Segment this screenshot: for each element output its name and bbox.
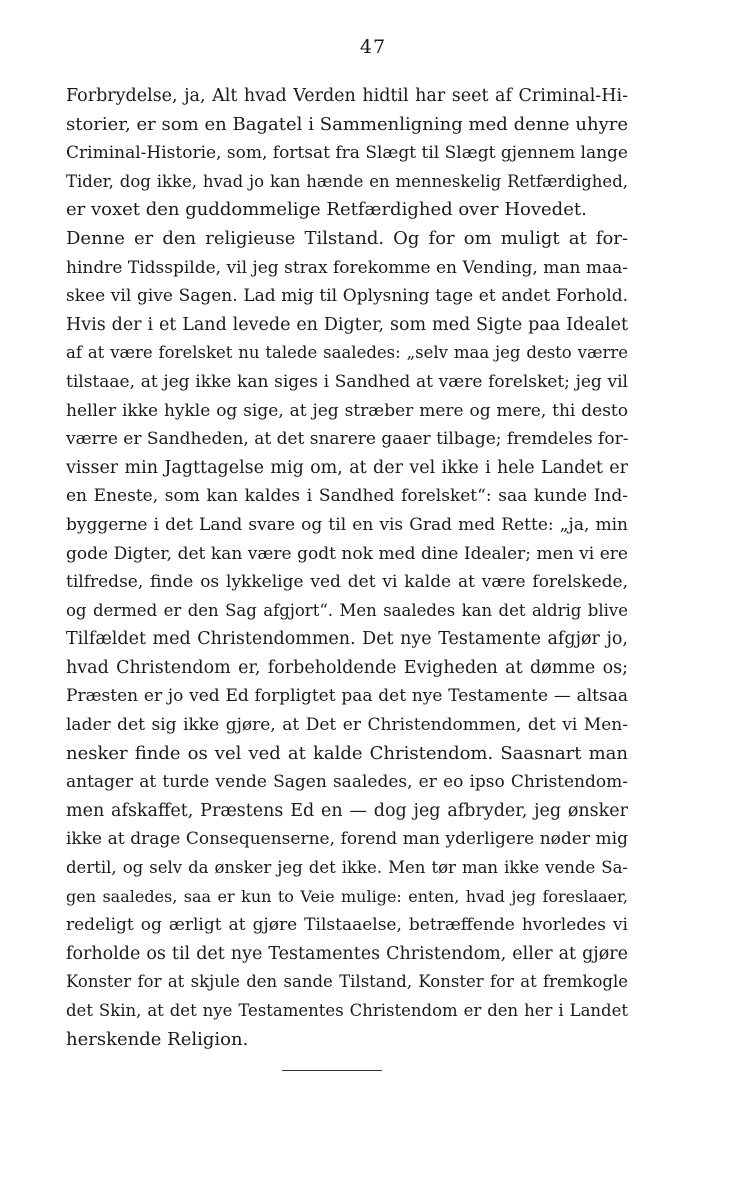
text-line: byggerne i det Land svare og til en vis Grad med Rette: „ja, min: [66, 514, 628, 535]
body-text: [66, 82, 628, 1054]
text-line: en Eneste, som kan kaldes i Sandhed forelsket“: saa kunde Ind-: [66, 486, 628, 507]
text-line: ikke at drage Consequenserne, forend man yderligere nøder mig: [66, 829, 628, 850]
text-line: visser min Jagttagelse mig om, at der vel ikke i hele Landet er: [66, 457, 628, 478]
text-line: Tilfældet med Christendommen. Det nye Testamente afgjør jo,: [66, 629, 628, 650]
text-line: af at være forelsket nu talede saaledes: „selv maa jeg desto værre: [66, 343, 628, 363]
text-line: nesker finde os vel ved at kalde Christendom. Saasnart man: [66, 742, 628, 764]
text-line: Denne er den religieuse Tilstand. Og for om muligt at for-: [66, 227, 628, 249]
text-line: dertil, og selv da ønsker jeg det ikke. Men tør man ikke vende Sa-: [66, 858, 628, 878]
text-line: herskende Religion.: [66, 1028, 249, 1050]
text-line: hvad Christendom er, forbeholdende Evigheden at dømme os;: [66, 657, 628, 678]
text-line: storier, er som en Bagatel i Sammenligning med denne uhyre: [66, 113, 628, 135]
text-line: men afskaffet, Præstens Ed en — dog jeg afbryder, jeg ønsker: [66, 800, 628, 821]
text-line: skee vil give Sagen. Lad mig til Oplysning tage et andet Forhold.: [66, 286, 628, 307]
text-line: værre er Sandheden, at det snarere gaaer tilbage; fremdeles for-: [66, 429, 628, 450]
text-line: det Skin, at det nye Testamentes Christendom er den her i Landet: [66, 1001, 628, 1020]
text-line: hindre Tidsspilde, vil jeg strax forekomme en Vending, man maa-: [66, 257, 628, 278]
page-number: 47: [359, 36, 387, 58]
text-line: gode Digter, det kan være godt nok med dine Idealer; men vi ere: [66, 543, 628, 564]
text-line: er voxet den guddommelige Retfærdighed over Hovedet.: [66, 199, 587, 221]
text-line: Præsten er jo ved Ed forpligtet paa det nye Testamente — altsaa: [66, 686, 628, 707]
text-line: Hvis der i et Land levede en Digter, som med Sigte paa Idealet: [66, 314, 628, 335]
text-line: gen saaledes, saa er kun to Veie mulige: enten, hvad jeg foreslaaer,: [66, 886, 628, 906]
text-line: og dermed er den Sag afgjort“. Men saaledes kan det aldrig blive: [66, 600, 628, 620]
text-line: Konster for at skjule den sande Tilstand, Konster for at fremkogle: [66, 972, 628, 992]
text-line: Tider, dog ikke, hvad jo kan hænde en menneskelig Retfærdighed,: [66, 171, 628, 191]
text-line: Criminal-Historie, som, fortsat fra Slægt til Slægt gjennem lange: [66, 143, 628, 164]
text-line: lader det sig ikke gjøre, at Det er Christendommen, det vi Men-: [66, 715, 628, 736]
end-rule: [282, 1070, 382, 1071]
text-line: forholde os til det nye Testamentes Christendom, eller at gjøre: [66, 943, 628, 964]
text-line: antager at turde vende Sagen saaledes, er eo ipso Christendom-: [66, 772, 628, 793]
text-line: Forbrydelse, ja, Alt hvad Verden hidtil har seet af Criminal-Hi-: [66, 86, 628, 106]
text-line: tilstaae, at jeg ikke kan siges i Sandhed at være forelsket; jeg vil: [66, 371, 628, 392]
text-line: tilfredse, finde os lykkelige ved det vi kalde at være forelskede,: [66, 572, 628, 593]
text-line: redeligt og ærligt at gjøre Tilstaaelse, betræffende hvorledes vi: [66, 915, 628, 936]
text-line: heller ikke hykle og sige, at jeg stræber mere og mere, thi desto: [66, 400, 628, 421]
